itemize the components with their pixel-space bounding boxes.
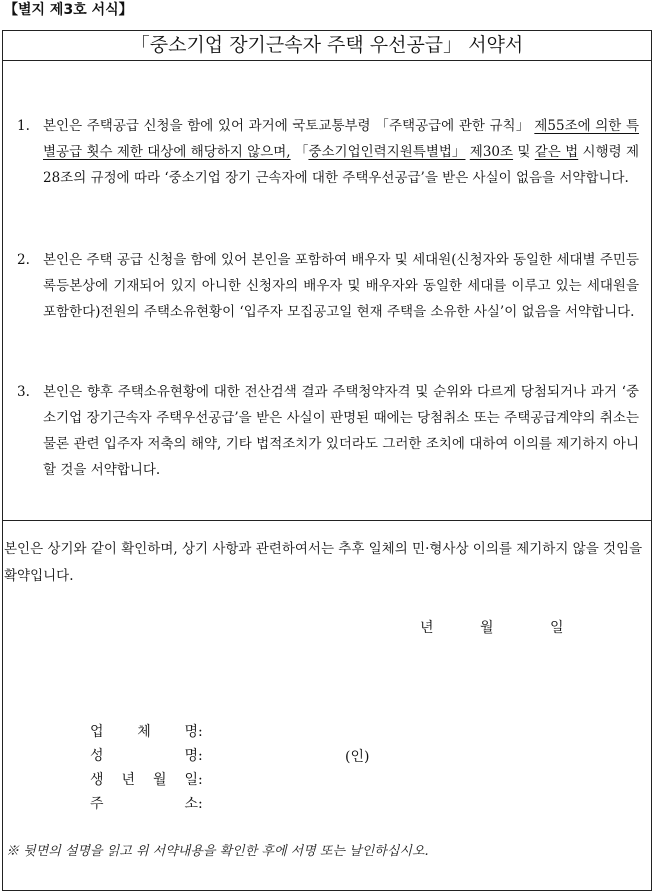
clause-text-part: 및 xyxy=(513,144,535,160)
underlined-text: 제30조 xyxy=(469,144,514,160)
field-colon: : xyxy=(198,796,203,812)
field-company-name xyxy=(90,722,208,742)
field-address xyxy=(90,794,208,814)
field-name xyxy=(90,746,208,766)
seal-mark: (인) xyxy=(345,749,370,765)
date-year: 년 xyxy=(420,620,434,636)
clause-1 xyxy=(17,113,639,191)
field-colon: : xyxy=(198,772,203,788)
date-day: 일 xyxy=(550,620,564,636)
field-label: 성 명 xyxy=(90,748,198,764)
field-label: 생 년 월 일 xyxy=(90,772,198,788)
underlined-text: 중소기업인력지원특별법」 xyxy=(308,144,466,160)
underlined-text: 제55조에 의한 특별공급 횟수 제한 대상에 해당하지 않으며, xyxy=(43,118,639,160)
confirmation-statement: 본인은 상기와 같이 확인하며, 상기 사항과 관련하여서는 추후 일체의 민·형사상 이의를 제기하지 않을 것임을 확약입니다. xyxy=(4,541,643,584)
clause-2 xyxy=(17,247,639,325)
clause-text-part: 시행령 제28조의 규정에 따라 ‘중소기업 장기 근속자에 대한 주택우선공급’을 받은 사실이 없음을 서약합니다. xyxy=(43,144,640,186)
date-month: 월 xyxy=(480,620,494,636)
field-birthdate xyxy=(90,770,208,790)
field-colon: : xyxy=(198,748,203,764)
clause-number: 3. xyxy=(17,384,30,400)
field-label: 주 소 xyxy=(90,796,198,812)
clause-text xyxy=(43,113,639,191)
form-title: 「중소기업 장기근속자 주택 우선공급」 서약서 xyxy=(3,31,651,61)
footnote: ※ 뒷면의 설명을 읽고 위 서약내용을 확인한 후에 서명 또는 날인하십시오. xyxy=(6,844,429,859)
clause-text: 본인은 주택 공급 신청을 함에 있어 본인을 포함하여 배우자 및 세대원(신청자와 동일한 세대별 주민등록등본상에 기재되어 있지 아니한 신청자의 배우자 및 배우자와 동일한 세대를 이루고 있는 세대원을 포함한다)전원의 주택소유현황이 ‘입주자 모집공고일 현재 주택을 소유한 사실’이 없음을 서약합니다. xyxy=(43,252,639,320)
form-number-tag: 【별지 제3호 서식】 xyxy=(4,2,133,18)
field-colon: : xyxy=(198,724,203,740)
pledge-clauses-section xyxy=(3,61,651,521)
clause-3 xyxy=(17,379,639,483)
clause-text-part: 「 xyxy=(290,144,309,160)
underlined-text: 같은 법 xyxy=(534,144,579,160)
clause-text: 본인은 향후 주택소유현황에 대한 전산검색 결과 주택청약자격 및 순위와 다르게 당첨되거나 과거 ‘중소기업 장기근속자 주택우선공급’을 받은 사실이 판명된 때에는 당첨취소 또는 주택공급계약의 취소는 물론 관련 입주자 저축의 해약, 기타 법적조치가 있더라도 그러한 조치에 대하여 이의를 제기하지 아니할 것을 서약합니다. xyxy=(43,384,639,478)
clause-number: 1. xyxy=(17,118,30,134)
clause-text-part: 본인은 주택공급 신청을 함에 있어 과거에 국토교통부령 「주택공급에 관한 규칙」 xyxy=(43,118,535,134)
field-label: 업 체 명 xyxy=(90,724,198,740)
clause-number: 2. xyxy=(17,252,30,268)
